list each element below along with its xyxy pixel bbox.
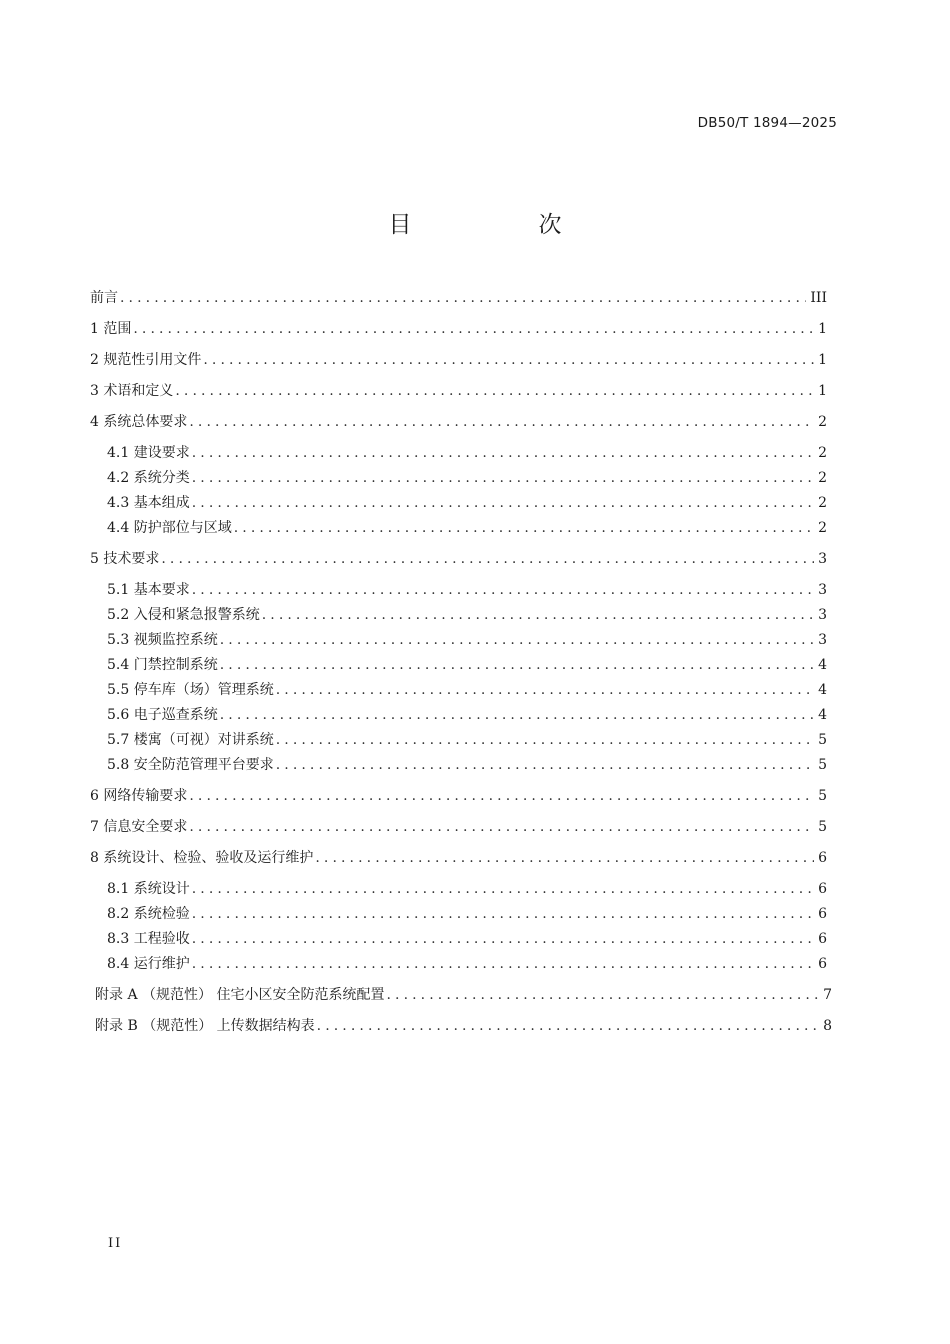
toc-entry-label: 附录 B （规范性） 上传数据结构表 xyxy=(95,1018,315,1034)
toc-entry[interactable] xyxy=(107,494,827,512)
toc-entry-label: 5.4 门禁控制系统 xyxy=(107,657,218,673)
toc-entry-label: 1 范围 xyxy=(90,321,132,337)
toc-entry[interactable] xyxy=(107,880,827,898)
toc-dot-leader xyxy=(386,986,819,1004)
toc-entry-label: 8.4 运行维护 xyxy=(107,956,190,972)
toc-entry-page: 5 xyxy=(818,819,827,835)
toc-entry[interactable] xyxy=(107,656,827,674)
toc-entry[interactable] xyxy=(95,1017,832,1035)
toc-entry-page: 1 xyxy=(818,383,827,399)
toc-dot-leader xyxy=(120,289,806,307)
toc-entry[interactable] xyxy=(107,581,827,599)
toc-entry-page: 4 xyxy=(818,682,827,698)
toc-entry[interactable] xyxy=(90,382,827,400)
toc-dot-leader xyxy=(276,681,814,699)
toc-entry-label: 6 网络传输要求 xyxy=(90,788,188,804)
toc-entry[interactable] xyxy=(107,930,827,948)
toc-entry-page: 3 xyxy=(818,582,827,598)
page-number: II xyxy=(108,1236,123,1251)
toc-entry-label: 附录 A （规范性） 住宅小区安全防范系统配置 xyxy=(95,987,385,1003)
toc-entry-page: 5 xyxy=(818,757,827,773)
toc-entry[interactable] xyxy=(107,469,827,487)
toc-entry-page: 3 xyxy=(818,632,827,648)
toc-entry-label: 8 系统设计、检验、验收及运行维护 xyxy=(90,850,314,866)
toc-entry-page: 2 xyxy=(818,520,827,536)
toc-entry-page: 7 xyxy=(823,987,832,1003)
toc-entry-page: 3 xyxy=(818,607,827,623)
toc-dot-leader xyxy=(192,880,814,898)
toc-entry[interactable] xyxy=(107,681,827,699)
toc-entry[interactable] xyxy=(90,818,827,836)
toc-dot-leader xyxy=(315,849,814,867)
page-title: 目 次 xyxy=(388,212,614,238)
toc-entry-page: 3 xyxy=(818,551,827,567)
toc-dot-leader xyxy=(189,413,814,431)
toc-entry-page: 5 xyxy=(818,732,827,748)
toc-entry[interactable] xyxy=(107,955,827,973)
toc-entry-page: 8 xyxy=(823,1018,832,1034)
toc-entry[interactable] xyxy=(90,289,827,307)
toc-dot-leader xyxy=(192,494,814,512)
toc-entry-label: 8.1 系统设计 xyxy=(107,881,190,897)
toc-entry-page: 5 xyxy=(818,788,827,804)
toc-dot-leader xyxy=(220,656,814,674)
toc-entry-label: 8.2 系统检验 xyxy=(107,906,190,922)
toc-dot-leader xyxy=(220,706,814,724)
toc-entry-label: 2 规范性引用文件 xyxy=(90,352,202,368)
toc-dot-leader xyxy=(192,905,814,923)
toc-entry-page: 4 xyxy=(818,707,827,723)
toc-entry-label: 7 信息安全要求 xyxy=(90,819,188,835)
toc-entry[interactable] xyxy=(107,756,827,774)
toc-entry-label: 8.3 工程验收 xyxy=(107,931,190,947)
toc-entry-label: 前言 xyxy=(90,290,118,306)
toc-dot-leader xyxy=(133,320,814,338)
toc-entry-label: 5.3 视频监控系统 xyxy=(107,632,218,648)
toc-entry-page: 2 xyxy=(818,495,827,511)
toc-dot-leader xyxy=(234,519,814,537)
toc-entry-label: 4.2 系统分类 xyxy=(107,470,190,486)
toc-dot-leader xyxy=(192,955,814,973)
toc-entry[interactable] xyxy=(107,706,827,724)
toc-dot-leader xyxy=(192,930,814,948)
toc-entry-page: 6 xyxy=(818,906,827,922)
toc-entry[interactable] xyxy=(95,986,832,1004)
toc-entry-page: 6 xyxy=(818,931,827,947)
toc-entry-page: 6 xyxy=(818,956,827,972)
toc-entry-page: 1 xyxy=(818,321,827,337)
toc-entry-label: 5.5 停车库（场）管理系统 xyxy=(107,682,274,698)
toc-dot-leader xyxy=(189,818,814,836)
toc-entry[interactable] xyxy=(107,444,827,462)
toc-entry-page: 1 xyxy=(818,352,827,368)
toc-entry-label: 5.1 基本要求 xyxy=(107,582,190,598)
toc-entry-label: 4.3 基本组成 xyxy=(107,495,190,511)
toc-dot-leader xyxy=(189,787,814,805)
standard-code: DB50/T 1894—2025 xyxy=(697,115,837,131)
toc-entry[interactable] xyxy=(90,550,827,568)
toc-entry[interactable] xyxy=(90,351,827,369)
toc-entry-label: 5 技术要求 xyxy=(90,551,160,567)
toc-entry-label: 5.8 安全防范管理平台要求 xyxy=(107,757,274,773)
toc-dot-leader xyxy=(203,351,814,369)
toc-entry[interactable] xyxy=(90,849,827,867)
toc-dot-leader xyxy=(220,631,814,649)
toc-entry-page: 4 xyxy=(818,657,827,673)
toc-dot-leader xyxy=(175,382,814,400)
toc-entry-page: 6 xyxy=(818,881,827,897)
toc-entry-label: 4.4 防护部位与区域 xyxy=(107,520,232,536)
toc-dot-leader xyxy=(262,606,814,624)
toc-entry[interactable] xyxy=(90,320,827,338)
toc-entry[interactable] xyxy=(107,631,827,649)
toc-entry-label: 3 术语和定义 xyxy=(90,383,174,399)
toc-entry[interactable] xyxy=(107,519,827,537)
toc-entry-label: 5.2 入侵和紧急报警系统 xyxy=(107,607,260,623)
toc-dot-leader xyxy=(192,444,814,462)
toc-entry[interactable] xyxy=(90,787,827,805)
toc-entry-label: 4 系统总体要求 xyxy=(90,414,188,430)
toc-dot-leader xyxy=(276,731,814,749)
toc-entry-page: 2 xyxy=(818,445,827,461)
toc-dot-leader xyxy=(192,581,814,599)
toc-dot-leader xyxy=(317,1017,819,1035)
toc-entry-page: 2 xyxy=(818,414,827,430)
toc-dot-leader xyxy=(192,469,814,487)
toc-entry[interactable] xyxy=(107,606,827,624)
toc-dot-leader xyxy=(161,550,814,568)
toc-entry[interactable] xyxy=(107,905,827,923)
toc-entry-page: III xyxy=(810,290,827,306)
toc-entry-label: 5.6 电子巡查系统 xyxy=(107,707,218,723)
toc-dot-leader xyxy=(276,756,814,774)
toc-entry-label: 4.1 建设要求 xyxy=(107,445,190,461)
toc-entry[interactable] xyxy=(107,731,827,749)
toc-entry-page: 2 xyxy=(818,470,827,486)
toc-entry[interactable] xyxy=(90,413,827,431)
toc-entry-label: 5.7 楼寓（可视）对讲系统 xyxy=(107,732,274,748)
toc-entry-page: 6 xyxy=(818,850,827,866)
